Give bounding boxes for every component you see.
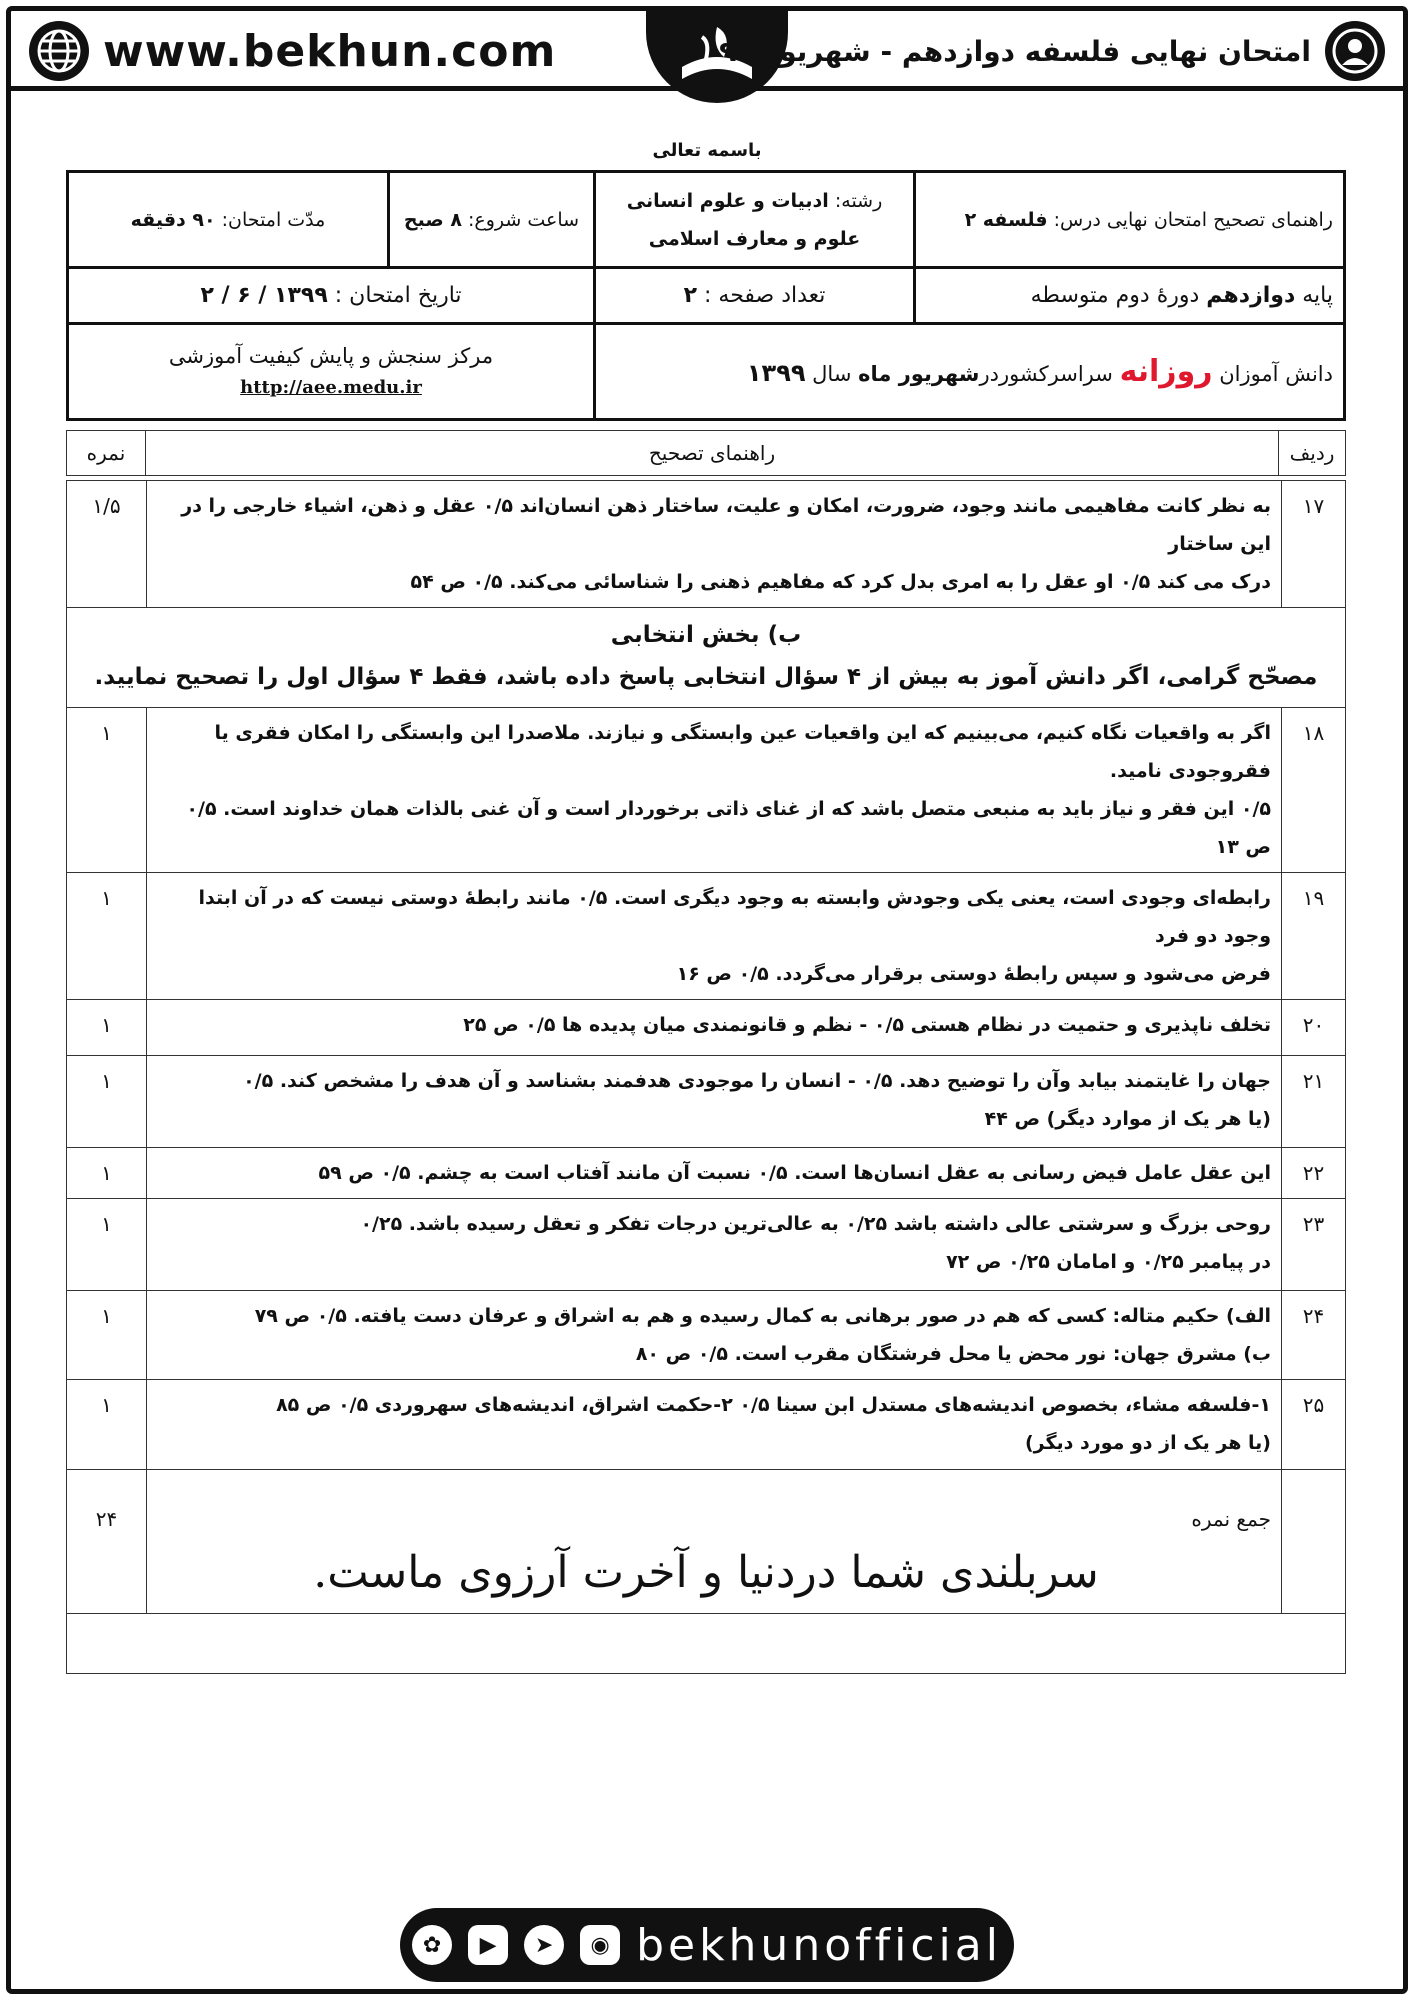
- answer-line: (یا هر یک از دو مورد دیگر): [1024, 1432, 1271, 1454]
- social-handle: bekhunofficial: [636, 1919, 1002, 1971]
- answer-line: ب) مشرق جهان: نور محض یا محل فرشتگان مقرب است. ۰/۵ ص ۸۰: [635, 1343, 1271, 1365]
- answers-table: [66, 480, 1346, 1614]
- center-cell: [68, 324, 595, 420]
- bismillah: باسمه تعالی: [652, 140, 762, 161]
- answer-cell: [147, 1056, 1282, 1148]
- row-score: ۱: [67, 1291, 147, 1380]
- row-number: ۱۷: [1282, 481, 1346, 608]
- start-cell: [389, 172, 595, 268]
- center-url[interactable]: http://aee.medu.ir: [240, 376, 422, 398]
- pages-cell: [595, 268, 915, 324]
- course-cell: [915, 172, 1345, 268]
- answer-line: جهان را غایتمند بیابد وآن را توضیح دهد. ۰/۵ - انسان را موجودی هدفمند بشناسد و آن هدف را مشخص کند. ۰/۵: [243, 1070, 1271, 1092]
- exam-info-table: [66, 170, 1346, 421]
- date-label: تاریخ امتحان :: [334, 283, 462, 308]
- table-row: [67, 1000, 1346, 1056]
- top-bar: [11, 11, 1403, 91]
- start-value: ۸ صبح: [403, 208, 462, 231]
- year-label: سال: [812, 362, 852, 386]
- answer-line: ۱-فلسفه مشاء، بخصوص اندیشه‌های مستدل ابن سینا ۰/۵ ۲-حکمت اشراق، اندیشه‌های سهروردی ۰/۵ ص ۸۵: [276, 1394, 1271, 1416]
- row-score: ۱: [67, 1000, 147, 1056]
- exam-month: شهریور ماه: [858, 362, 980, 386]
- answer-cell: [147, 1199, 1282, 1291]
- total-value: ۲۴: [67, 1470, 147, 1614]
- row-number: ۲۴: [1282, 1291, 1346, 1380]
- telegram-icon[interactable]: ➤: [524, 1925, 564, 1965]
- instagram-icon[interactable]: ◉: [580, 1925, 620, 1965]
- students-mid: سراسرکشوردر: [979, 362, 1113, 386]
- answer-line: تخلف ناپذیری و حتمیت در نظام هستی ۰/۵ - نظم و قانونمندی میان پدیده ها ۰/۵ ص ۲۵: [463, 1014, 1271, 1036]
- row-score: ۱: [67, 873, 147, 1000]
- pinwheel-icon[interactable]: ✿: [412, 1925, 452, 1965]
- col-guide-label: راهنمای تصحیح: [146, 430, 1278, 476]
- major-cell: [595, 172, 915, 268]
- answer-line: اگر به واقعیات نگاه کنیم، می‌بینیم که این واقعیات عین وابستگی و نیازند. ملاصدرا این وابستگی را امکان فقری یا فقروجودی نامید.: [214, 722, 1271, 782]
- row-score: ۱: [67, 1148, 147, 1199]
- section-b-row: [67, 608, 1346, 708]
- guide-label: راهنمای تصحیح امتحان نهایی درس:: [1053, 208, 1333, 231]
- answer-cell: [147, 1148, 1282, 1199]
- answer-line: در پیامبر ۰/۲۵ و امامان ۰/۲۵ ص ۷۲: [946, 1251, 1271, 1273]
- date-cell: [68, 268, 595, 324]
- col-row-label: ردیف: [1278, 430, 1346, 476]
- answer-line: به نظر کانت مفاهیمی مانند وجود، ضرورت، امکان و علیت، ساختار ذهن انسان‌اند ۰/۵ عقل و ذهن، اشیاء خارجی را در این ساختار: [181, 495, 1271, 555]
- exam-title-text: امتحان نهایی فلسفه دوازدهم - شهریور ۹۹: [719, 34, 1311, 68]
- duration-label: مدّت امتحان:: [221, 208, 326, 231]
- grade-rest: دورۀ دوم متوسطه: [1030, 283, 1200, 308]
- row-number: ۲۳: [1282, 1199, 1346, 1291]
- answer-line: درک می کند ۰/۵ او عقل را به امری بدل کرد که مفاهیم ذهنی را شناسائی می‌کند. ۰/۵ ص ۵۴: [410, 571, 1271, 593]
- table-row: [67, 1380, 1346, 1470]
- youtube-icon[interactable]: ▶: [468, 1925, 508, 1965]
- table-row: [67, 873, 1346, 1000]
- students-pre: دانش آموزان: [1219, 362, 1333, 386]
- row-score: ۱: [67, 708, 147, 873]
- answer-line: ۰/۵ این فقر و نیاز باید به منبعی متصل باشد که از غنای ذاتی برخوردار است و آن غنی بالذات همان خداوند است. ۰/۵ ص ۱۳: [186, 798, 1271, 858]
- section-b-cell: [67, 608, 1346, 708]
- major-1: ادبیات و علوم انسانی: [626, 189, 829, 212]
- site-url: www.bekhun.com: [103, 25, 557, 77]
- duration-value: ۹۰ دقیقه: [130, 208, 216, 231]
- answer-cell: [147, 873, 1282, 1000]
- start-label: ساعت شروع:: [468, 208, 580, 231]
- row-number: ۲۲: [1282, 1148, 1346, 1199]
- table-row: [67, 1291, 1346, 1380]
- major-2: علوم و معارف اسلامی: [648, 227, 861, 250]
- site-link[interactable]: [29, 21, 556, 81]
- exam-year: ۱۳۹۹: [746, 359, 806, 387]
- answer-cell: [147, 708, 1282, 873]
- pages-value: ۲: [683, 283, 698, 308]
- table-row: [67, 1056, 1346, 1148]
- grade-value: دوازدهم: [1206, 283, 1296, 308]
- answer-cell: [147, 481, 1282, 608]
- answer-line: رابطه‌ای وجودی است، یعنی یکی وجودش وابسته به وجود دیگری است. ۰/۵ مانند رابطۀ دوستی نیست که در آن ابتدا وجود دو فرد: [198, 887, 1271, 947]
- globe-icon: [29, 21, 89, 81]
- answer-cell: [147, 1000, 1282, 1056]
- students-type: روزانه: [1119, 354, 1213, 389]
- row-number: ۱۸: [1282, 708, 1346, 873]
- section-b-note: مصحّح گرامی، اگر دانش آموز به بیش از ۴ سؤال انتخابی پاسخ داده باشد، فقط ۴ سؤال اول را تصحیح نمایید.: [94, 664, 1318, 690]
- social-bar[interactable]: [400, 1908, 1014, 1982]
- table-row: [67, 1199, 1346, 1291]
- answer-line: (یا هر یک از موارد دیگر) ص ۴۴: [984, 1108, 1271, 1130]
- table-row: [67, 481, 1346, 608]
- row-number: ۲۱: [1282, 1056, 1346, 1148]
- row-score: ۱: [67, 1380, 147, 1470]
- row-score: ۱/۵: [67, 481, 147, 608]
- row-score: ۱: [67, 1199, 147, 1291]
- exam-title: [719, 21, 1385, 81]
- user-icon: [1325, 21, 1385, 81]
- students-cell: [595, 324, 1345, 420]
- answer-line: این عقل عامل فیض رسانی به عقل انسان‌ها است. ۰/۵ نسبت آن مانند آفتاب است به چشم. ۰/۵ ص ۵۹: [318, 1162, 1271, 1184]
- center-name: مرکز سنجش و پایش کیفیت آموزشی: [168, 343, 494, 368]
- closing-wish: سربلندی شما دردنیا و آخرت آرزوی ماست.: [66, 1472, 1346, 1674]
- table-row: [67, 1148, 1346, 1199]
- answer-cell: [147, 1291, 1282, 1380]
- date-value: ۱۳۹۹ / ۶ / ۲: [200, 283, 328, 308]
- answer-cell: [147, 1380, 1282, 1470]
- section-b-title: ب) بخش انتخابی: [610, 622, 802, 648]
- grade-cell: [915, 268, 1345, 324]
- row-number: ۲۵: [1282, 1380, 1346, 1470]
- row-number: ۱۹: [1282, 873, 1346, 1000]
- pages-label: تعداد صفحه :: [704, 283, 826, 308]
- col-score-label: نمره: [66, 430, 146, 476]
- table-row: [67, 708, 1346, 873]
- row-score: ۱: [67, 1056, 147, 1148]
- grade-label: پایه: [1302, 283, 1333, 308]
- duration-cell: [68, 172, 389, 268]
- major-label: رشته:: [834, 189, 883, 212]
- row-number: ۲۰: [1282, 1000, 1346, 1056]
- course-name: فلسفه ۲: [964, 208, 1048, 231]
- answer-line: الف) حکیم متاله: کسی که هم در صور برهانی به کمال رسیده و هم به اشراق و عرفان دست یافته. ۰/۵ ص ۷۹: [254, 1305, 1271, 1327]
- answer-line: روحی بزرگ و سرشتی عالی داشته باشد ۰/۲۵ به عالی‌ترین درجات تفکر و تعقل رسیده باشد. ۰/۲۵: [360, 1213, 1271, 1235]
- total-label: جمع نمره: [147, 1470, 1282, 1614]
- answer-line: فرض می‌شود و سپس رابطۀ دوستی برقرار می‌گردد. ۰/۵ ص ۱۶: [676, 963, 1271, 985]
